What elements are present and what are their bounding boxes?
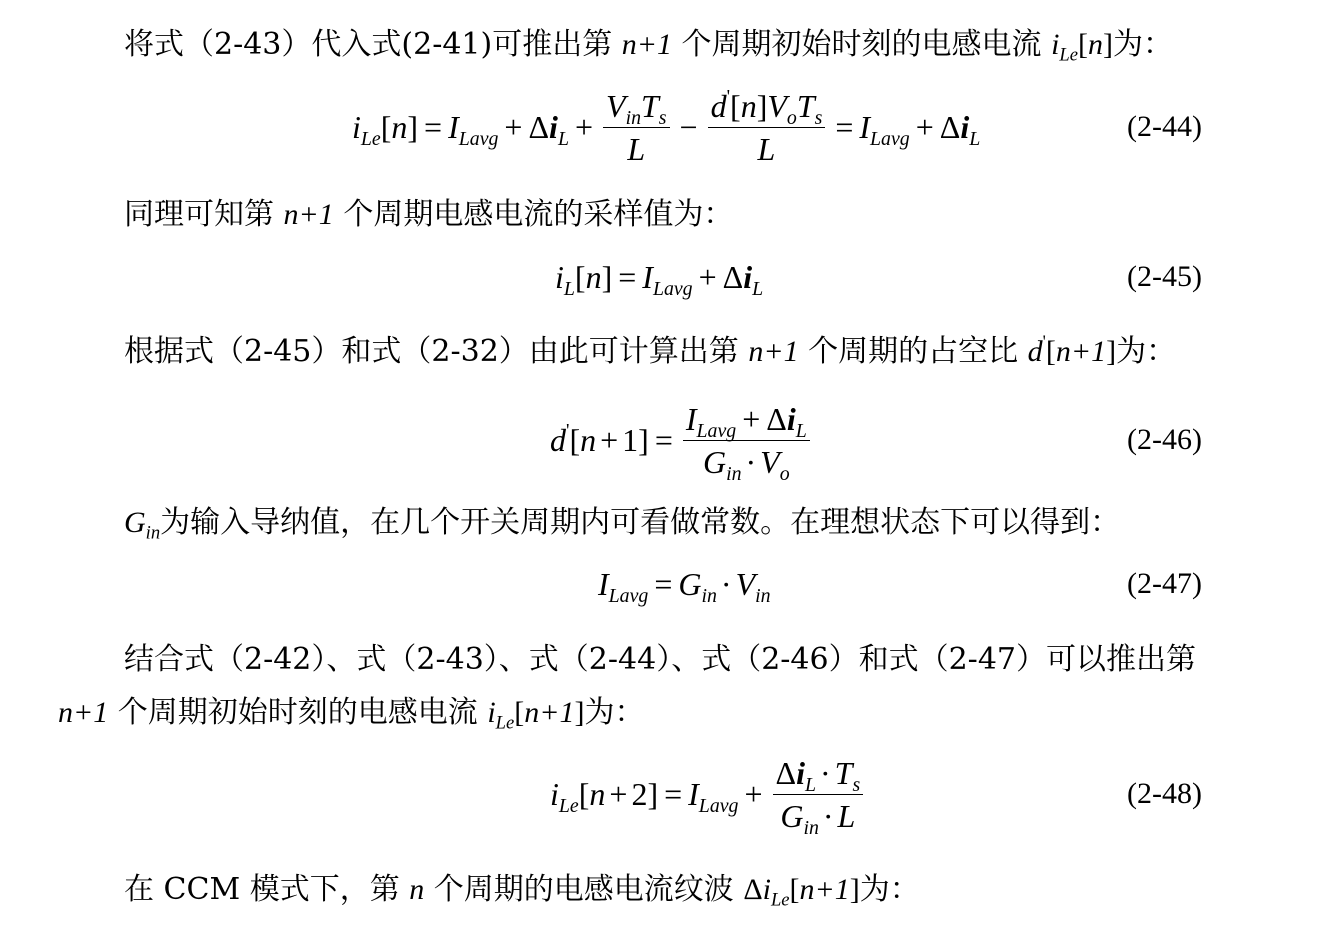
paragraph-3: 根据式（2-45）和式（2-32）由此可计算出第 n+1 个周期的占空比 d'[n+1]为： — [124, 331, 1177, 369]
para4-text: 为输入导纳值，在几个开关周期内可看做常数。在理想状态下可以得到： — [160, 505, 1121, 540]
para2-text-before: 同理可知第 — [124, 197, 284, 232]
equation-2-46-number: (2-46) — [1127, 423, 1202, 456]
paragraph-4 — [124, 505, 1121, 544]
paragraph-1: 将式（2-43）代入式(2-41)可推出第 n+1 个周期初始时刻的电感电流 $i_{Le}[n]$为： — [124, 27, 1174, 66]
para3-symbol-d-prime: d' — [1027, 331, 1046, 368]
para1-text-after: 为： — [1113, 27, 1174, 62]
para6-text-after: 为： — [859, 872, 920, 907]
equation-2-45-body: $i_L$ [ n ] = $I_{Lavg}$ + $\Delta i_L$ — [555, 258, 764, 300]
para2-n-plus-1: n+1 — [283, 198, 334, 231]
para3-n-plus-1: n+1 — [748, 335, 799, 368]
equation-2-48-body: $i_{Le}$ [ n + 2] = $I_{Lavg}$ + $\frac{\Delta i_L \cdot T_s}{G_{in} \cdot L}$ — [550, 750, 867, 838]
equation-2-46 — [0, 395, 1333, 485]
equation-2-46-body: d' [ n + 1] = $\frac{I_{Lavg} + \Delta i_L}{G_{in} \cdot V_o}$ — [550, 395, 814, 485]
para1-text-before: 将式（2-43）代入式(2-41)可推出第 — [124, 27, 622, 62]
equation-2-47-body: $I_{Lavg}$ = $G_{in}$ · $V_{in}$ — [598, 565, 771, 607]
equation-2-44 — [0, 84, 1333, 170]
equation-2-47-number: (2-47) — [1127, 567, 1202, 600]
equation-2-44-number: (2-44) — [1127, 110, 1202, 143]
equation-2-47 — [0, 562, 1333, 606]
para1-text-mid: 个周期初始时刻的电感电流 — [672, 27, 1052, 62]
para3-text-before: 根据式（2-45）和式（2-32）由此可计算出第 — [124, 334, 749, 369]
para6-n: n — [409, 873, 425, 906]
equation-2-45 — [0, 254, 1333, 300]
para6-text-mid: 个周期的电感电流纹波 — [424, 872, 744, 907]
para1-symbol-iLe-n: $i_{Le}$ — [1051, 28, 1079, 66]
para3-text-after: 为： — [1116, 334, 1177, 369]
equation-2-44-body: $i_{Le}$ [ n ] = $I_{Lavg}$ + $\Delta i_L$ + $\frac{V_{in}T_s}{L}$ − $\frac{d'[n]V_oT_s}{L}$ = $I_{Lavg}$ + $\Delta i_L$ — [352, 86, 981, 167]
para5-line1: 结合式（2-42）、式（2-43）、式（2-44）、式（2-46）和式（2-47）可以推出第 — [124, 642, 1196, 677]
para1-n-plus-1: n+1 — [621, 28, 672, 61]
para3-text-mid: 个周期的占空比 — [798, 334, 1028, 369]
para5-symbol-iLe: $i_{Le}$ — [487, 696, 515, 734]
para4-symbol-Gin: $G_{in}$ — [124, 506, 161, 544]
paragraph-5-line-2: n+1 个周期初始时刻的电感电流 $i_{Le}[n+1]$为： — [58, 695, 645, 734]
paragraph-6: 在 CCM 模式下，第 n 个周期的电感电流纹波 $\Delta i_{Le}[n+1]$为： — [124, 872, 920, 911]
para2-text-after: 个周期电感电流的采样值为： — [333, 197, 734, 232]
para6-text-before: 在 CCM 模式下，第 — [124, 872, 410, 907]
paragraph-5-line-1 — [124, 642, 1196, 678]
para5-n-plus-1: n+1 — [58, 696, 109, 729]
paragraph-2 — [124, 197, 733, 233]
equation-2-48 — [0, 750, 1333, 838]
equation-2-48-number: (2-48) — [1127, 777, 1202, 810]
para6-symbol-delta-iLe: $\Delta i_{Le}$ — [743, 873, 790, 911]
para5-line2: 个周期初始时刻的电感电流 — [108, 695, 488, 730]
equation-2-45-number: (2-45) — [1127, 260, 1202, 293]
para5-text-after: 为： — [584, 695, 645, 730]
